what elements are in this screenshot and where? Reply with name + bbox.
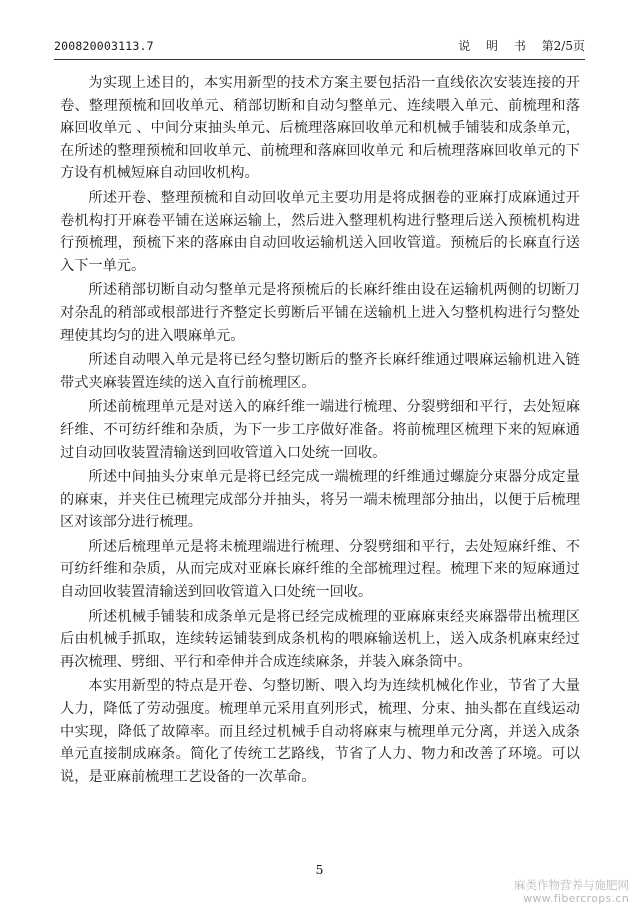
paragraph: 所述稍部切断自动匀整单元是将预梳后的长麻纤维由设在运输机两侧的切断刀对杂乱的稍部或根部进行齐整定长剪断后平铺在送输机上进入匀整机构进行匀整处理使其均匀的进入喂麻单元。 xyxy=(60,282,580,344)
site-watermark xyxy=(514,878,629,906)
paragraph: 所述后梳理单元是将未梳理端进行梳理、分裂劈细和平行，去处短麻纤维、不可纺纤维和杂质，从而完成对亚麻长麻纤维的全部梳理过程。梳理下来的短麻通过自动回收装置清输送到回收管道入口处统一回收。 xyxy=(60,538,580,601)
paragraph: 所述自动喂入单元是将已经匀整切断后的整齐长麻纤维通过喂麻运输机进入链带式夹麻装置连续的送入直行前梳理区。 xyxy=(60,352,580,391)
paragraph: 本实用新型的特点是开卷、匀整切断、喂入均为连续机械化作业，节省了大量人力，降低了劳动强度。梳理单元采用直列形式，梳理、分束、抽头都在直线运动中实现，降低了故障率。而且经过机械手自动将麻束与梳理单元分离，并送入成条单元直接制成麻条。简化了传统工艺路线，节省了人力、物力和改善了环境。可以说，是亚麻前梳理工艺设备的一次革命。 xyxy=(60,678,580,785)
paragraph: 所述开卷、整理预梳和自动回收单元主要功用是将成捆卷的亚麻打成麻通过开卷机构打开麻卷平铺在送麻运输上，然后进入整理机构进行整理后送入预梳机构进行预梳理，预梳下来的落麻由自动回收运输机送入回收管道。预梳后的长麻直行送入下一单元。 xyxy=(60,189,580,274)
paragraph: 所述中间抽头分束单元是将已经完成一端梳理的纤维通过螺旋分束器分成定量的麻束，并夹住已梳理完成部分并抽头，将另一端未梳理部分抽出，以便于后梳理区对该部分进行梳理。 xyxy=(60,469,580,531)
paragraph: 所述机械手铺装和成条单元是将已经完成梳理的亚麻麻束经夹麻器带出梳理区后由机械手抓取，连续转运铺装到成条机构的喂麻输送机上，送入成条机麻束经过再次梳理、劈细、平行和牵伸并合成连续麻条，并装入麻条筒中。 xyxy=(60,608,580,670)
header-right-group xyxy=(458,36,585,56)
page-number: 5 xyxy=(315,862,324,877)
header-divider xyxy=(54,59,585,60)
page-indicator: 第2/5页 xyxy=(541,39,585,53)
page-header xyxy=(54,36,585,56)
patent-number: 200820003113.7 xyxy=(54,39,154,53)
document-body xyxy=(60,72,580,790)
document-title: 说 明 书 xyxy=(458,39,532,53)
paragraph: 所述前梳理单元是对送入的麻纤维一端进行梳理、分裂劈细和平行，去处短麻纤维、不可纺纤维和杂质，为下一步工序做好准备。将前梳理区梳理下来的短麻通过自动回收装置清输送到回收管道入口处统一回收。 xyxy=(60,399,580,461)
watermark-site-name: 麻类作物营养与施肥网 xyxy=(514,878,629,892)
paragraph: 为实现上述目的，本实用新型的技术方案主要包括沿一直线依次安装连接的开卷、整理预梳和回收单元、稍部切断和自动匀整单元、连续喂入单元、前梳理和落麻回收单元 、中间分束抽头单元、后梳理落麻回收单元和机械手铺装和成条单元，在所述的整理预梳和回收单元、前梳理和落麻回收单元 和后梳理落麻回收单元的下方设有机械短麻自动回收机构。 xyxy=(60,75,580,182)
watermark-site-url: www.fibercrops.cn xyxy=(523,892,629,905)
